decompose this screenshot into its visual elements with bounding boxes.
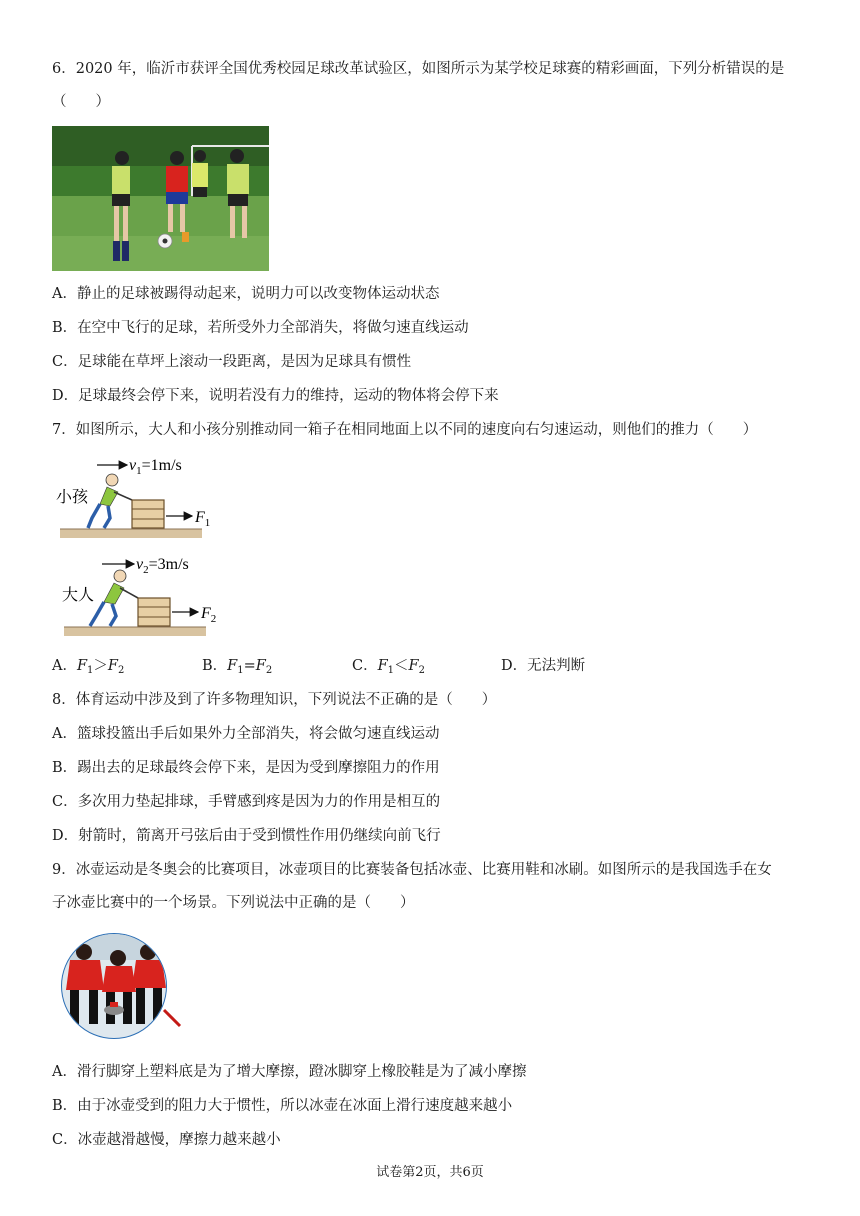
child-label: 小孩 bbox=[56, 487, 89, 506]
v2-label: $v_2=3m/s$ bbox=[136, 556, 189, 576]
q6-option-b: B．在空中飞行的足球，若所受外力全部消失，将做匀速直线运动 bbox=[52, 320, 469, 336]
q6-stem-line1: 6．2020 年，临沂市获评全国优秀校园足球改革试验区，如图所示为某学校足球赛的精彩画面，下列分析错误的是 bbox=[52, 61, 785, 77]
q6-option-c: C．足球能在草坪上滚动一段距离，是因为足球具有惯性 bbox=[52, 354, 412, 370]
adult-label: 大人 bbox=[62, 585, 95, 604]
q8-option-a: A．篮球投篮出手后如果外力全部消失，将会做匀速直线运动 bbox=[52, 726, 440, 742]
q9-stem-line1: 9．冰壶运动是冬奥会的比赛项目，冰壶项目的比赛装备包括冰壶、比赛用鞋和冰刷。如图所示的是我国选手在女 bbox=[52, 862, 772, 878]
q6-option-a: A．静止的足球被踢得动起来，说明力可以改变物体运动状态 bbox=[52, 286, 440, 302]
push-box-diagram bbox=[52, 452, 232, 642]
q6-option-d: D．足球最终会停下来，说明若没有力的维持，运动的物体将会停下来 bbox=[52, 388, 499, 404]
q9-option-c: C．冰壶越滑越慢，摩擦力越来越小 bbox=[52, 1132, 281, 1148]
soccer-match-photo bbox=[52, 126, 269, 271]
q9-option-b: B．由于冰壶受到的阻力大于惯性，所以冰壶在冰面上滑行速度越来越小 bbox=[52, 1098, 513, 1114]
f2-label: $F_2$ bbox=[201, 605, 217, 625]
q8-option-b: B．踢出去的足球最终会停下来，是因为受到摩擦阻力的作用 bbox=[52, 760, 440, 776]
q7-option-d: D．无法判断 bbox=[501, 658, 586, 674]
v1-label: $v_1=1m/s$ bbox=[129, 457, 182, 477]
q9-option-a: A．滑行脚穿上塑料底是为了增大摩擦，蹬冰脚穿上橡胶鞋是为了减小摩擦 bbox=[52, 1064, 527, 1080]
q6-stem-line2: （ ） bbox=[52, 94, 110, 110]
q7-stem: 7．如图所示，大人和小孩分别推动同一箱子在相同地面上以不同的速度向右匀速运动，则他们的推力（ ） bbox=[52, 422, 758, 438]
q8-stem: 8．体育运动中涉及到了许多物理知识，下列说法不正确的是（ ） bbox=[52, 692, 497, 708]
q7-option-c: C．$F_1<F_2$ bbox=[352, 658, 425, 676]
q7-option-a: A．$F_1>F_2$ bbox=[52, 658, 125, 676]
q7-option-b: B．$F_1=F_2$ bbox=[202, 658, 273, 676]
q8-option-d: D．射箭时，箭离开弓弦后由于受到惯性作用仍继续向前飞行 bbox=[52, 828, 441, 844]
q8-option-c: C．多次用力垫起排球，手臂感到疼是因为力的作用是相互的 bbox=[52, 794, 441, 810]
f1-label: $F_1$ bbox=[195, 509, 211, 529]
curling-photo bbox=[56, 930, 182, 1040]
q9-stem-line2: 子冰壶比赛中的一个场景。下列说法中正确的是（ ） bbox=[52, 895, 415, 911]
page-footer: 试卷第2页，共6页 bbox=[376, 1165, 484, 1180]
